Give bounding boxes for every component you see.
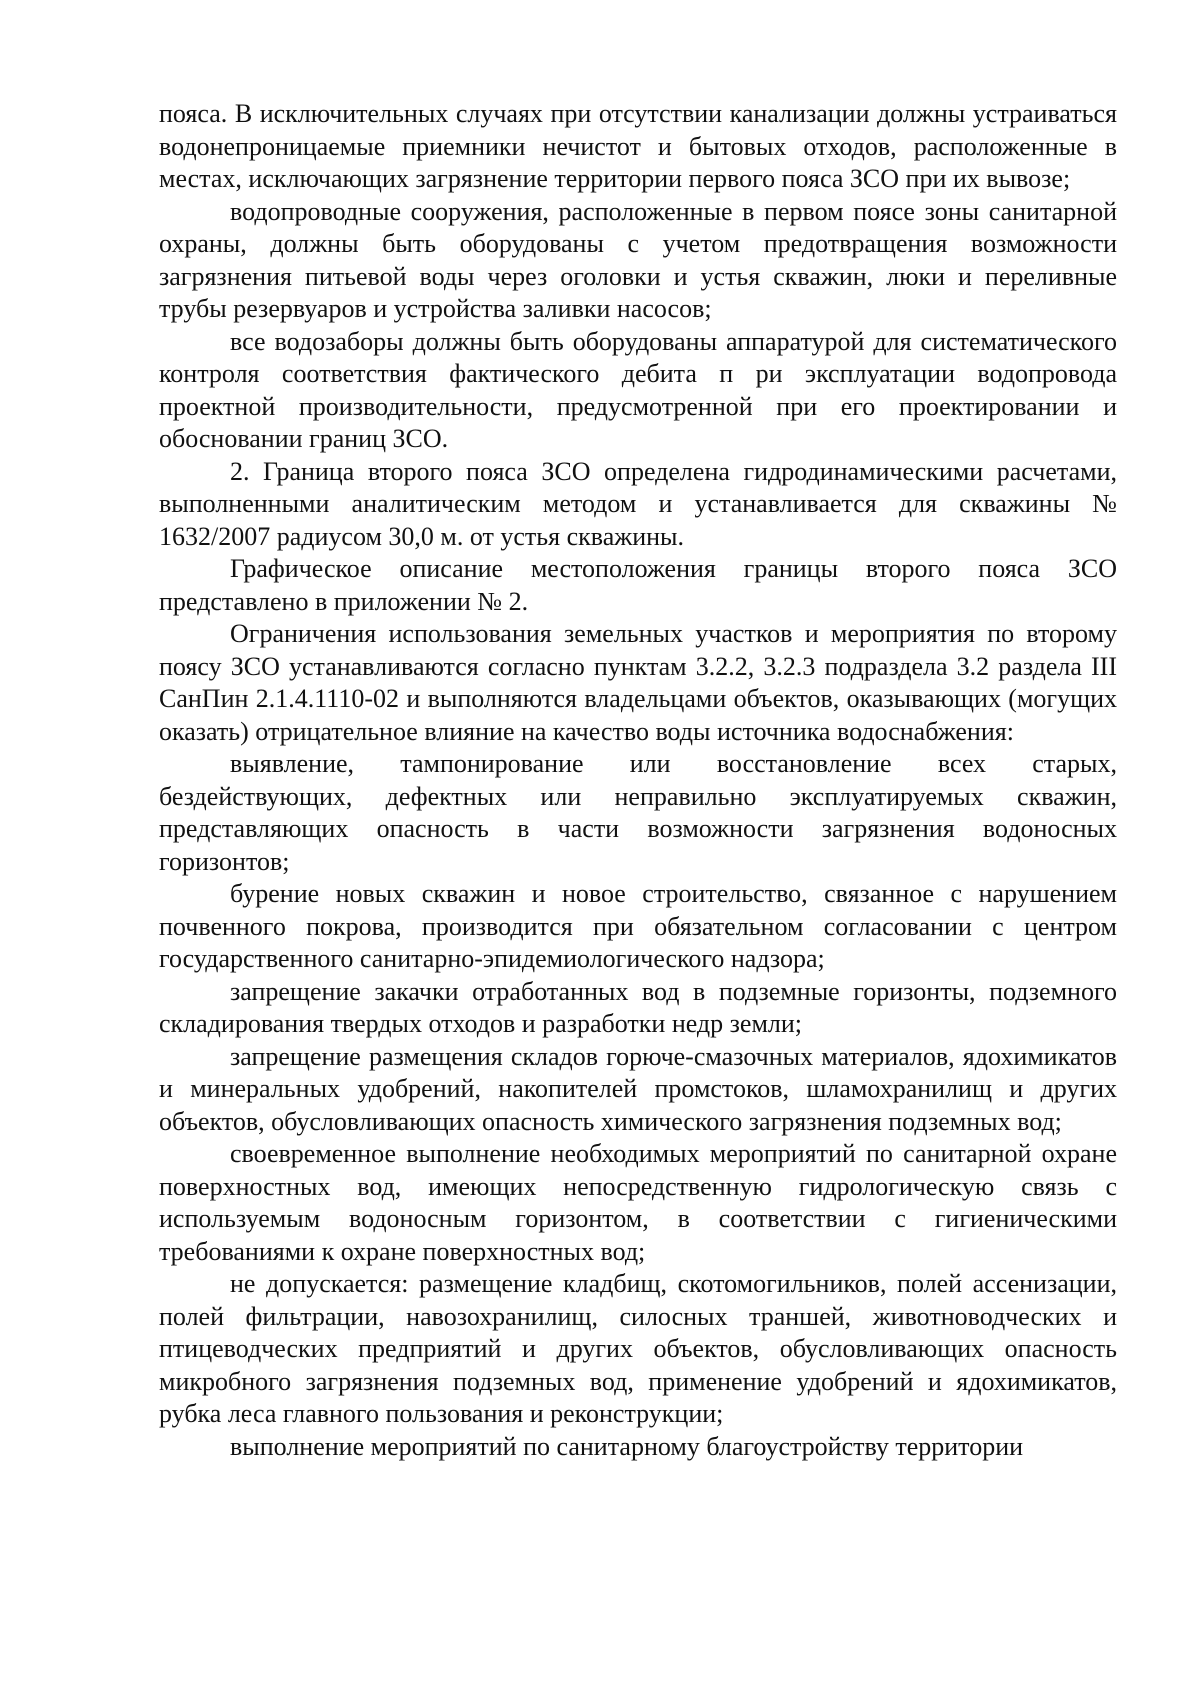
paragraph-4: 2. Граница второго пояса ЗСО определена гидродинамическими расчетами, выполненными аналитическим методом и устанавливается для скважины № 1632/2007 радиусом 30,0 м. от устья скважины.	[159, 456, 1117, 551]
paragraph-8: бурение новых скважин и новое строительство, связанное с нарушением почвенного покрова, производится при обязательном согласовании с центром государственного санитарно-эпидемиологического надзора;	[159, 879, 1117, 973]
paragraph-7: выявление, тампонирование или восстановление всех старых, бездействующих, дефектных или неправильно эксплуатируемых скважин, представляющих опасность в части возможности загрязнения водоносных горизонтов;	[159, 749, 1117, 876]
paragraph-12: не допускается: размещение кладбищ, скотомогильников, полей ассенизации, полей фильтрации, навозохранилищ, силосных траншей, животноводческих и птицеводческих предприятий и других объектов, обусловливающих опасность микробного загрязнения подземных вод, применение удобрений и ядохимикатов, рубка леса главного пользования и реконструкции;	[159, 1269, 1117, 1428]
paragraph-6: Ограничения использования земельных участков и мероприятия по второму поясу ЗСО устанавливаются согласно пунктам 3.2.2, 3.2.3 подраздела 3.2 раздела III СанПин 2.1.4.1110-02 и выполняются владельцами объектов, оказывающих (могущих оказать) отрицательное влияние на качество воды источника водоснабжения:	[159, 619, 1117, 746]
document-page	[159, 98, 1117, 1463]
paragraph-2: водопроводные сооружения, расположенные в первом поясе зоны санитарной охраны, должны быть оборудованы с учетом предотвращения возможности загрязнения питьевой воды через оголовки и устья скважин, люки и переливные трубы резервуаров и устройства заливки насосов;	[159, 196, 1117, 323]
paragraph-3: все водозаборы должны быть оборудованы аппаратурой для систематического контроля соответствия фактического дебита п ри эксплуатации водопровода проектной производительности, предусмотренной при его проектировании и обосновании границ ЗСО.	[159, 326, 1117, 453]
paragraph-5: Графическое описание местоположения границы второго пояса ЗСО представлено в приложении № 2.	[159, 554, 1117, 616]
paragraph-11: своевременное выполнение необходимых мероприятий по санитарной охране поверхностных вод, имеющих непосредственную гидрологическую связь с используемым водоносным горизонтом, в соответствии с гигиеническими требованиями к охране поверхностных вод;	[159, 1139, 1117, 1266]
paragraph-9: запрещение закачки отработанных вод в подземные горизонты, подземного складирования твердых отходов и разработки недр земли;	[159, 976, 1117, 1038]
paragraph-10: запрещение размещения складов горюче-смазочных материалов, ядохимикатов и минеральных удобрений, накопителей промстоков, шламохранилищ и других объектов, обусловливающих опасность химического загрязнения подземных вод;	[159, 1041, 1117, 1136]
paragraph-13: выполнение мероприятий по санитарному благоустройству территории	[230, 1431, 1024, 1461]
paragraph-1: пояса. В исключительных случаях при отсутствии канализации должны устраиваться водонепроницаемые приемники нечистот и бытовых отходов, расположенные в местах, исключающих загрязнение территории первого пояса ЗСО при их вывозе;	[159, 99, 1117, 193]
